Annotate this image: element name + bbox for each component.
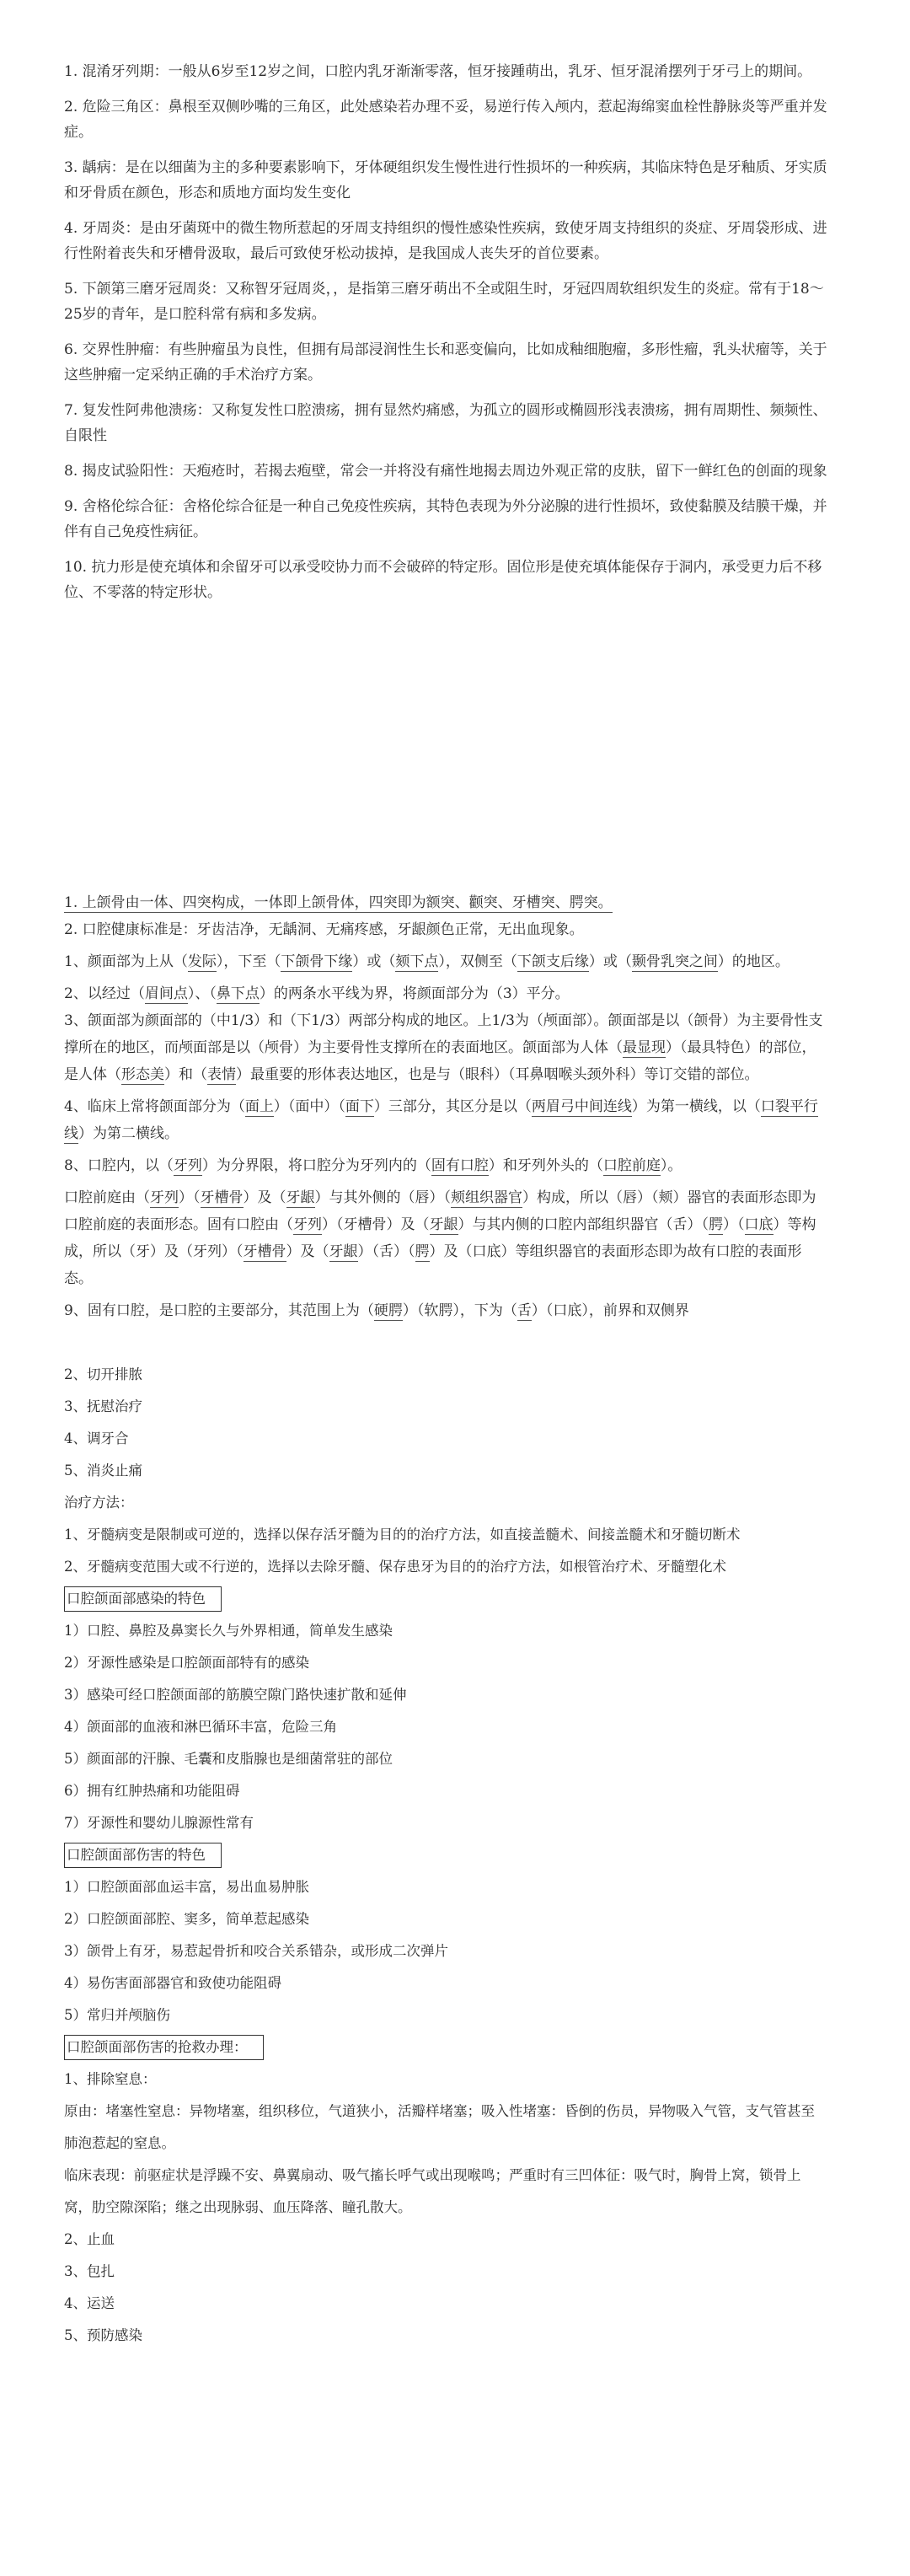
notes-section <box>64 1359 827 2352</box>
fill-face-range: 1、颜面部为上从（发际），下至（下颌骨下缘）或（颏下点），双侧至（下颌支后缘）或（颞骨乳突之间）的地区。 <box>64 953 790 970</box>
infection-heading: 口腔颌面部感染的特色 <box>64 1586 222 1612</box>
list-item: 6）拥有红肿热痛和功能阻碍 <box>64 1783 240 1799</box>
fill-clinical-division: 4、临床上常将颌面部分为（面上）（面中）（面下）三部分，其区分是以（两眉弓中间连线）为第一横线，以（口裂平行线）为第二横线。 <box>64 1098 818 1142</box>
list-item: 2）口腔颌面部腔、窦多，简单惹起感染 <box>64 1911 309 1927</box>
list-item: 4）易伤害面部器官和致使功能阻碍 <box>64 1975 281 1991</box>
fill-oral-health: 2. 口腔健康标准是：牙齿洁净，无龋洞、无痛疼感，牙龈颜色正常，无出血现象。 <box>64 921 584 938</box>
list-item: 3）感染可经口腔颌面部的筋膜空隙门路快速扩散和延伸 <box>64 1687 407 1703</box>
def-borderline-tumor: 6. 交界性肿瘤：有些肿瘤虽为良性，但拥有局部浸润性生长和恶变偏向，比如成釉细胞瘤，多形性瘤，乳头状瘤等，关于这些肿瘤一定采纳正确的手术治疗方案。 <box>64 341 827 384</box>
fill-proper-oral: 9、固有口腔，是口腔的主要部分，其范围上为（硬腭）（软腭），下为（舌）（口底），前界和双侧界 <box>64 1302 689 1319</box>
def-mixed-dentition: 1. 混淆牙列期：一般从6岁至12岁之间，口腔内乳牙渐渐零落，恒牙接踵萌出，乳牙、恒牙混淆摆列于牙弓上的期间。 <box>64 63 812 80</box>
fill-oral-cavity: 8、口腔内，以（牙列）为分界限，将口腔分为牙列内的（固有口腔）和牙列外头的（口腔前庭）。 <box>64 1157 682 1174</box>
list-item: 5、消炎止痛 <box>64 1462 142 1479</box>
list-item: 3）颌骨上有牙，易惹起骨折和咬合关系错杂，或形成二次弹片 <box>64 1943 448 1959</box>
rescue-step: 3、包扎 <box>64 2263 115 2279</box>
list-item: 1）口腔颌面部血运丰富，易出血易肿胀 <box>64 1879 309 1895</box>
list-item: 4）颌面部的血液和淋巴循环丰富，危险三角 <box>64 1719 337 1735</box>
treatment-item: 1、牙髓病变是限制或可逆的，选择以保存活牙髓为目的的治疗方法，如直接盖髓术、间接盖髓术和牙髓切断术 <box>64 1527 741 1543</box>
fill-face-division: 2、以经过（眉间点）、（鼻下点）的两条水平线为界，将颜面部分为（3）平分。 <box>64 985 570 1002</box>
list-item: 4、调牙合 <box>64 1430 129 1446</box>
rescue-step: 2、止血 <box>64 2231 115 2247</box>
definitions-section <box>64 59 827 615</box>
fill-maxillofacial: 3、颌面部为颜面部的（中1/3）和（下1/3）两部分构成的地区。上1/3为（颅面部）。颌面部是以（颌骨）为主要骨性支撑所在的地区，而颅面部是以（颅骨）为主要骨性支撑所在的表面地区。颌面部为人体（最显现）（最具特色）的部位，是人体（形态美）和（表情）最重要的形体表达地区，也是与（眼科）（耳鼻咽喉头颈外科）等订交错的部位。 <box>64 1012 823 1083</box>
def-danger-triangle: 2. 危险三角区：鼻根至双侧吵嘴的三角区，此处感染若办理不妥，易逆行传入颅内，惹起海绵窦血栓性静脉炎等严重并发症。 <box>64 99 827 141</box>
list-item: 7）牙源性和婴幼儿腺源性常有 <box>64 1815 254 1831</box>
rescue-step: 1、排除窒息： <box>64 2071 157 2087</box>
list-item: 5）颜面部的汗腺、毛囊和皮脂腺也是细菌常驻的部位 <box>64 1751 393 1767</box>
fill-in-section <box>64 889 827 1324</box>
list-item: 1）口腔、鼻腔及鼻窦长久与外界相通，简单发生感染 <box>64 1623 393 1639</box>
def-resistance-form: 10. 抗力形是使充填体和余留牙可以承受咬协力而不会破碎的特定形。固位形是使充填体能保存于洞内，承受更力后不移位、不零落的特定形状。 <box>64 559 822 601</box>
def-periodontitis: 4. 牙周炎：是由牙菌斑中的微生物所惹起的牙周支持组织的慢性感染性疾病，致使牙周支持组织的炎症、牙周袋形成、进行性附着丧失和牙槽骨汲取，最后可致使牙松动拔掉，是我国成人丧失牙的首位要素。 <box>64 220 827 262</box>
rescue-cause: 原由：堵塞性窒息：异物堵塞，组织移位，气道狭小，活瓣样堵塞；吸入性堵塞：昏倒的伤员，异物吸入气管，支气管甚至肺泡惹起的窒息。 <box>64 2103 815 2151</box>
def-pericoronitis: 5. 下颌第三磨牙冠周炎：又称智牙冠周炎，，是指第三磨牙萌出不全或阻生时，牙冠四周软组织发生的炎症。常有于18～25岁的青年，是口腔科常有病和多发病。 <box>64 281 824 323</box>
list-item: 2、切开排脓 <box>64 1366 142 1382</box>
list-item: 2）牙源性感染是口腔颌面部特有的感染 <box>64 1655 309 1671</box>
injury-heading: 口腔颌面部伤害的特色 <box>64 1843 222 1868</box>
treatment-item: 2、牙髓病变范围大或不行逆的，选择以去除牙髓、保存患牙为目的的治疗方法，如根管治疗术、牙髓塑化术 <box>64 1559 726 1575</box>
list-item: 3、抚慰治疗 <box>64 1398 142 1414</box>
def-caries: 3. 龋病：是在以细菌为主的多种要素影响下，牙体硬组织发生慢性进行性损坏的一种疾病，其临床特色是牙釉质、牙实质和牙骨质在颜色，形态和质地方面均发生变化 <box>64 159 827 201</box>
list-item: 5）常归并颅脑伤 <box>64 2007 170 2023</box>
fill-maxilla: 1. 上颌骨由一体、四突构成，一体即上颌骨体，四突即为额突、颧突、牙槽突、腭突。 <box>64 894 613 911</box>
def-peel-test: 8. 揭皮试验阳性：天疱疮时，若揭去疱壁，常会一并将没有痛性地揭去周边外观正常的皮肤，留下一鲜红色的创面的现象 <box>64 463 827 480</box>
rescue-step: 4、运送 <box>64 2295 115 2311</box>
rescue-heading: 口腔颌面部伤害的抢救办理： <box>64 2035 264 2060</box>
rescue-step: 5、预防感染 <box>64 2327 142 2343</box>
def-aphthous-ulcer: 7. 复发性阿弗他溃疡：又称复发性口腔溃疡，拥有显然灼痛感，为孤立的圆形或椭圆形浅表溃疡，拥有周期性、频频性、自限性 <box>64 402 827 444</box>
treatment-title: 治疗方法： <box>64 1495 134 1511</box>
fill-vestibule: 口腔前庭由（牙列）（牙槽骨）及（牙龈）与其外侧的（唇）（颊组织器官）构成，所以（唇）（颊）器官的表面形态即为口腔前庭的表面形态。固有口腔由（牙列）（牙槽骨）及（牙龈）与其内侧的口腔内部组织器官（舌）（腭）（口底）等构成，所以（牙）及（牙列）（牙槽骨）及（牙龈）（舌）（腭）及（口底）等组织器官的表面形态即为故有口腔的表面形态。 <box>64 1189 816 1287</box>
def-sjogren: 9. 舍格伦综合征：舍格伦综合征是一种自己免疫性疾病，其特色表现为外分泌腺的进行性损坏，致使黏膜及结膜干燥，并伴有自己免疫性病征。 <box>64 498 827 540</box>
rescue-clinical: 临床表现：前驱症状是浮躁不安、鼻翼扇动、吸气搐长呼气或出现喉鸣；严重时有三凹体征：吸气时，胸骨上窝，锁骨上窝，肋空隙深陷；继之出现脉弱、血压降落、瞳孔散大。 <box>64 2167 801 2215</box>
